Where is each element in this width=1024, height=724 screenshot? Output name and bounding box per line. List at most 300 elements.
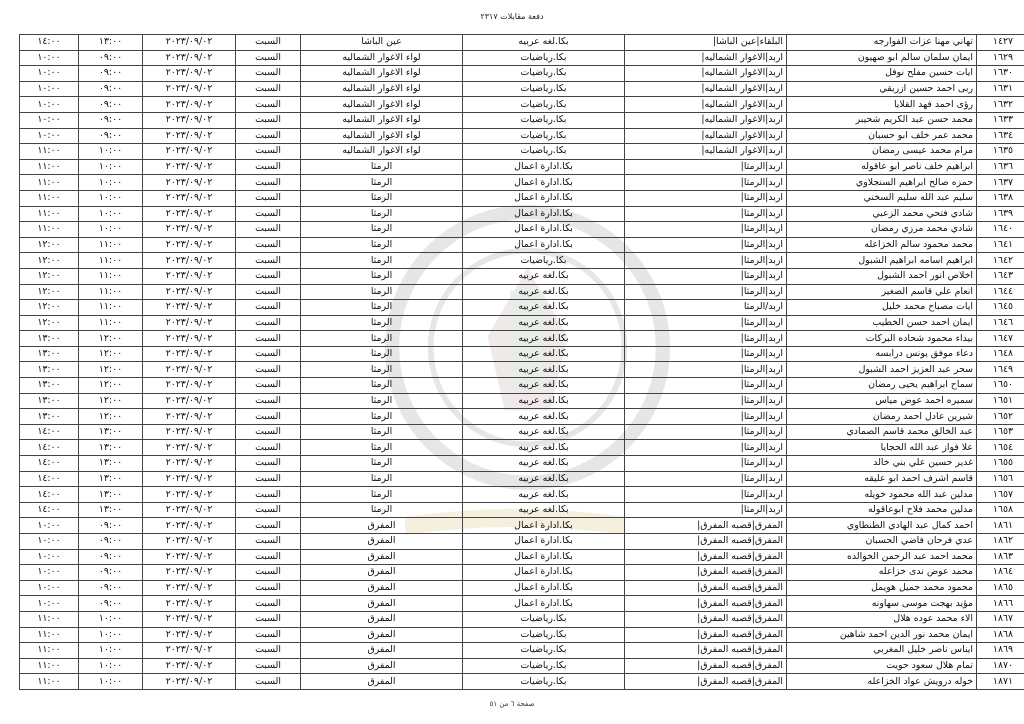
interview-venue-cell: لواء الاغوار الشماليه (301, 50, 463, 66)
interview-day-cell: السبت (236, 206, 301, 222)
major-cell: بكا.ادارة اعمال (463, 518, 625, 534)
interview-venue-cell: لواء الاغوار الشماليه (301, 112, 463, 128)
major-cell: بكا.لغه عربيه (463, 284, 625, 300)
residence-cell: اربد|الرمثا| (625, 268, 787, 284)
interview-day-cell: السبت (236, 50, 301, 66)
interview-date-cell: ٢٠٢٣/٠٩/٠٢ (143, 674, 236, 690)
interview-venue-cell: الرمثا (301, 300, 463, 316)
interview-day-cell: السبت (236, 534, 301, 550)
table-row (20, 393, 1024, 409)
candidate-name-cell: محمد محمود سالم الخزاعله (787, 237, 977, 253)
residence-cell: اربد|الرمثا| (625, 502, 787, 518)
row-number-cell: ١٦٣٤ (977, 128, 1024, 144)
residence-cell: اربد|الرمثا| (625, 206, 787, 222)
time-from-cell: ١٠:٠٠ (79, 190, 143, 206)
interview-date-cell: ٢٠٢٣/٠٩/٠٢ (143, 253, 236, 269)
interview-date-cell: ٢٠٢٣/٠٩/٠٢ (143, 144, 236, 160)
major-cell: بكا.رياضيات (463, 144, 625, 160)
interview-date-cell: ٢٠٢٣/٠٩/٠٢ (143, 549, 236, 565)
time-from-cell: ١٢:٠٠ (79, 331, 143, 347)
interview-day-cell: السبت (236, 674, 301, 690)
table-row (20, 268, 1024, 284)
interview-venue-cell: الرمثا (301, 222, 463, 238)
time-to-cell: ١٣:٠٠ (20, 409, 79, 425)
interview-day-cell: السبت (236, 424, 301, 440)
time-from-cell: ٠٩:٠٠ (79, 128, 143, 144)
major-cell: بكا.لغه عربيه (463, 409, 625, 425)
time-from-cell: ١٢:٠٠ (79, 362, 143, 378)
interview-venue-cell: الرمثا (301, 487, 463, 503)
interview-venue-cell: الرمثا (301, 409, 463, 425)
time-to-cell: ١١:٠٠ (20, 159, 79, 175)
candidate-name-cell: اخلاص انور احمد الشبول (787, 268, 977, 284)
candidate-name-cell: الاء محمد عوده هلال (787, 611, 977, 627)
interview-day-cell: السبت (236, 159, 301, 175)
interview-date-cell: ٢٠٢٣/٠٩/٠٢ (143, 627, 236, 643)
row-number-cell: ١٦٣٨ (977, 190, 1024, 206)
interview-date-cell: ٢٠٢٣/٠٩/٠٢ (143, 112, 236, 128)
time-from-cell: ١٠:٠٠ (79, 222, 143, 238)
major-cell: بكا.لغه عربيه (463, 456, 625, 472)
residence-cell: اربد|الرمثا| (625, 393, 787, 409)
time-to-cell: ١٠:٠٠ (20, 518, 79, 534)
residence-cell: اربد|الاغوار الشماليه| (625, 81, 787, 97)
candidate-name-cell: عدي فرحان فاضي الحسبان (787, 534, 977, 550)
time-to-cell: ١٠:٠٠ (20, 534, 79, 550)
row-number-cell: ١٨٦٣ (977, 549, 1024, 565)
table-row (20, 206, 1024, 222)
candidate-name-cell: احمد كمال عبد الهادي الطنطاوي (787, 518, 977, 534)
table-row (20, 284, 1024, 300)
residence-cell: اربد|الاغوار الشماليه| (625, 97, 787, 113)
row-number-cell: ١٦٣٣ (977, 112, 1024, 128)
interview-date-cell: ٢٠٢٣/٠٩/٠٢ (143, 237, 236, 253)
time-to-cell: ١٠:٠٠ (20, 81, 79, 97)
residence-cell: اربد|الرمثا| (625, 440, 787, 456)
interview-venue-cell: المفرق (301, 518, 463, 534)
time-to-cell: ١٤:٠٠ (20, 456, 79, 472)
interview-day-cell: السبت (236, 440, 301, 456)
page-title: دفعة مقابلات ٢٣١٧ (480, 12, 544, 21)
row-number-cell: ١٦٣٥ (977, 144, 1024, 160)
row-number-cell: ١٦٤٩ (977, 362, 1024, 378)
table-row (20, 35, 1024, 51)
time-to-cell: ١٠:٠٠ (20, 128, 79, 144)
table-row (20, 596, 1024, 612)
interview-day-cell: السبت (236, 362, 301, 378)
time-to-cell: ١١:٠٠ (20, 658, 79, 674)
table-row (20, 144, 1024, 160)
time-from-cell: ١٠:٠٠ (79, 144, 143, 160)
row-number-cell: ١٦٤٣ (977, 268, 1024, 284)
row-number-cell: ١٨٦٦ (977, 596, 1024, 612)
time-from-cell: ١١:٠٠ (79, 237, 143, 253)
interview-day-cell: السبت (236, 471, 301, 487)
candidate-name-cell: ايمان احمد حسن الخطيب (787, 315, 977, 331)
residence-cell: اربد|الرمثا| (625, 331, 787, 347)
interview-day-cell: السبت (236, 175, 301, 191)
interview-venue-cell: الرمثا (301, 331, 463, 347)
row-number-cell: ١٦٣٢ (977, 97, 1024, 113)
interview-venue-cell: المفرق (301, 565, 463, 581)
major-cell: بكا.ادارة اعمال (463, 565, 625, 581)
major-cell: بكا.لغه عربيه (463, 502, 625, 518)
candidate-name-cell: سحر عبد العزيز احمد الشبول (787, 362, 977, 378)
interview-date-cell: ٢٠٢٣/٠٩/٠٢ (143, 128, 236, 144)
time-to-cell: ١١:٠٠ (20, 627, 79, 643)
major-cell: بكا.لغه عربيه (463, 346, 625, 362)
candidate-name-cell: غدير حسين علي بني خالد (787, 456, 977, 472)
time-from-cell: ١٠:٠٠ (79, 627, 143, 643)
candidate-name-cell: ابراهيم خلف ناصر ابو عاقوله (787, 159, 977, 175)
interview-venue-cell: المفرق (301, 643, 463, 659)
residence-cell: اربد|الرمثا| (625, 222, 787, 238)
candidate-name-cell: قاسم اشرف احمد ابو عليقه (787, 471, 977, 487)
interview-date-cell: ٢٠٢٣/٠٩/٠٢ (143, 643, 236, 659)
interview-date-cell: ٢٠٢٣/٠٩/٠٢ (143, 487, 236, 503)
interview-day-cell: السبت (236, 331, 301, 347)
residence-cell: المفرق|قصبه المفرق| (625, 549, 787, 565)
interview-venue-cell: لواء الاغوار الشماليه (301, 97, 463, 113)
interview-venue-cell: الرمثا (301, 237, 463, 253)
table-row (20, 300, 1024, 316)
residence-cell: اربد|الرمثا| (625, 409, 787, 425)
candidate-name-cell: ايمان محمد نور الدين احمد شاهين (787, 627, 977, 643)
interview-venue-cell: الرمثا (301, 284, 463, 300)
residence-cell: المفرق|قصبه المفرق| (625, 658, 787, 674)
time-to-cell: ١١:٠٠ (20, 611, 79, 627)
interview-date-cell: ٢٠٢٣/٠٩/٠٢ (143, 362, 236, 378)
time-to-cell: ١٣:٠٠ (20, 362, 79, 378)
major-cell: بكا.ادارة اعمال (463, 222, 625, 238)
table-row (20, 502, 1024, 518)
candidate-name-cell: تهاني مهنا عزات الفوارجه (787, 35, 977, 51)
major-cell: بكا.لغه عربيه (463, 471, 625, 487)
interview-day-cell: السبت (236, 35, 301, 51)
interview-venue-cell: الرمثا (301, 471, 463, 487)
time-from-cell: ١١:٠٠ (79, 253, 143, 269)
major-cell: بكا.رياضيات (463, 112, 625, 128)
time-from-cell: ١١:٠٠ (79, 300, 143, 316)
interview-date-cell: ٢٠٢٣/٠٩/٠٢ (143, 97, 236, 113)
major-cell: بكا.لغه عربيه (463, 378, 625, 394)
time-from-cell: ١١:٠٠ (79, 284, 143, 300)
candidate-name-cell: ايناس ناصر خليل المغربي (787, 643, 977, 659)
row-number-cell: ١٦٤٧ (977, 331, 1024, 347)
time-from-cell: ٠٩:٠٠ (79, 66, 143, 82)
interview-venue-cell: لواء الاغوار الشماليه (301, 81, 463, 97)
interview-venue-cell: الرمثا (301, 456, 463, 472)
interview-venue-cell: الرمثا (301, 378, 463, 394)
candidate-name-cell: ايمان سلمان سالم ابو صهيون (787, 50, 977, 66)
interview-date-cell: ٢٠٢٣/٠٩/٠٢ (143, 611, 236, 627)
interview-venue-cell: لواء الاغوار الشماليه (301, 128, 463, 144)
row-number-cell: ١٦٤٢ (977, 253, 1024, 269)
interview-venue-cell: الرمثا (301, 315, 463, 331)
time-to-cell: ١٤:٠٠ (20, 424, 79, 440)
row-number-cell: ١٦٥٧ (977, 487, 1024, 503)
row-number-cell: ١٨٦٩ (977, 643, 1024, 659)
time-from-cell: ١١:٠٠ (79, 268, 143, 284)
major-cell: بكا.رياضيات (463, 253, 625, 269)
interview-venue-cell: الرمثا (301, 424, 463, 440)
table-row (20, 378, 1024, 394)
time-from-cell: ١٣:٠٠ (79, 440, 143, 456)
row-number-cell: ١٦٢٩ (977, 50, 1024, 66)
interview-day-cell: السبت (236, 97, 301, 113)
candidate-name-cell: محمد عمر خلف ابو حسبان (787, 128, 977, 144)
interview-day-cell: السبت (236, 190, 301, 206)
interview-date-cell: ٢٠٢٣/٠٩/٠٢ (143, 268, 236, 284)
candidate-name-cell: رؤى احمد فهد القلايا (787, 97, 977, 113)
interview-date-cell: ٢٠٢٣/٠٩/٠٢ (143, 206, 236, 222)
residence-cell: اربد|الرمثا| (625, 456, 787, 472)
page-number: صفحة ٦ من ٥١ (489, 700, 535, 708)
time-from-cell: ١٣:٠٠ (79, 502, 143, 518)
residence-cell: اربد|الرمثا| (625, 190, 787, 206)
row-number-cell: ١٤٢٧ (977, 35, 1024, 51)
residence-cell: البلقاء|عين الباشا| (625, 35, 787, 51)
table-row (20, 362, 1024, 378)
major-cell: بكا.لغه عربيه (463, 424, 625, 440)
candidate-name-cell: سليم عبد الله سليم السخني (787, 190, 977, 206)
interview-day-cell: السبت (236, 315, 301, 331)
major-cell: بكا.لغه عربيه (463, 300, 625, 316)
interview-venue-cell: الرمثا (301, 175, 463, 191)
table-row (20, 331, 1024, 347)
residence-cell: اربد|الرمثا| (625, 237, 787, 253)
interview-date-cell: ٢٠٢٣/٠٩/٠٢ (143, 222, 236, 238)
interview-day-cell: السبت (236, 627, 301, 643)
candidate-name-cell: حمزه صالح ابراهيم السنجلاوي (787, 175, 977, 191)
time-to-cell: ١٣:٠٠ (20, 393, 79, 409)
time-to-cell: ١٠:٠٠ (20, 549, 79, 565)
table-row (20, 81, 1024, 97)
interview-date-cell: ٢٠٢٣/٠٩/٠٢ (143, 565, 236, 581)
interview-day-cell: السبت (236, 300, 301, 316)
table-row (20, 424, 1024, 440)
interview-day-cell: السبت (236, 222, 301, 238)
interview-day-cell: السبت (236, 284, 301, 300)
interview-day-cell: السبت (236, 549, 301, 565)
residence-cell: اربد|الرمثا| (625, 471, 787, 487)
time-to-cell: ١٠:٠٠ (20, 565, 79, 581)
row-number-cell: ١٦٥٢ (977, 409, 1024, 425)
interview-venue-cell: لواء الاغوار الشماليه (301, 66, 463, 82)
interview-venue-cell: المفرق (301, 596, 463, 612)
time-to-cell: ١٢:٠٠ (20, 253, 79, 269)
major-cell: بكا.رياضيات (463, 674, 625, 690)
row-number-cell: ١٦٣١ (977, 81, 1024, 97)
table-row (20, 440, 1024, 456)
table-row (20, 487, 1024, 503)
row-number-cell: ١٨٦٢ (977, 534, 1024, 550)
major-cell: بكا.لغه عربيه (463, 487, 625, 503)
time-to-cell: ١١:٠٠ (20, 222, 79, 238)
time-to-cell: ١١:٠٠ (20, 175, 79, 191)
interview-date-cell: ٢٠٢٣/٠٩/٠٢ (143, 159, 236, 175)
interview-day-cell: السبت (236, 580, 301, 596)
time-from-cell: ٠٩:٠٠ (79, 112, 143, 128)
major-cell: بكا.ادارة اعمال (463, 580, 625, 596)
row-number-cell: ١٨٧٠ (977, 658, 1024, 674)
interview-day-cell: السبت (236, 518, 301, 534)
major-cell: بكا.ادارة اعمال (463, 549, 625, 565)
interview-date-cell: ٢٠٢٣/٠٩/٠٢ (143, 346, 236, 362)
time-to-cell: ١١:٠٠ (20, 643, 79, 659)
major-cell: بكا.رياضيات (463, 611, 625, 627)
interview-date-cell: ٢٠٢٣/٠٩/٠٢ (143, 190, 236, 206)
residence-cell: المفرق|قصبه المفرق| (625, 518, 787, 534)
time-to-cell: ١٢:٠٠ (20, 284, 79, 300)
time-to-cell: ١٤:٠٠ (20, 471, 79, 487)
time-to-cell: ١٤:٠٠ (20, 440, 79, 456)
interview-date-cell: ٢٠٢٣/٠٩/٠٢ (143, 50, 236, 66)
interview-day-cell: السبت (236, 112, 301, 128)
interview-date-cell: ٢٠٢٣/٠٩/٠٢ (143, 284, 236, 300)
major-cell: بكا.لغه عربيه (463, 35, 625, 51)
interview-day-cell: السبت (236, 144, 301, 160)
interview-date-cell: ٢٠٢٣/٠٩/٠٢ (143, 315, 236, 331)
residence-cell: اربد|الاغوار الشماليه| (625, 66, 787, 82)
table-row (20, 658, 1024, 674)
interview-day-cell: السبت (236, 378, 301, 394)
candidate-name-cell: محمد حسن عبد الكريم شحيبر (787, 112, 977, 128)
time-from-cell: ١٣:٠٠ (79, 424, 143, 440)
time-from-cell: ١٢:٠٠ (79, 409, 143, 425)
candidate-name-cell: دعاء موفق يونس درابسه (787, 346, 977, 362)
interview-schedule-table (19, 34, 1024, 690)
interview-venue-cell: الرمثا (301, 253, 463, 269)
candidate-name-cell: محمود محمد جميل هويمل (787, 580, 977, 596)
residence-cell: اربد|الرمثا| (625, 253, 787, 269)
interview-date-cell: ٢٠٢٣/٠٩/٠٢ (143, 456, 236, 472)
time-from-cell: ١٠:٠٠ (79, 206, 143, 222)
time-from-cell: ٠٩:٠٠ (79, 565, 143, 581)
interview-day-cell: السبت (236, 409, 301, 425)
interview-date-cell: ٢٠٢٣/٠٩/٠٢ (143, 35, 236, 51)
time-from-cell: ١٠:٠٠ (79, 159, 143, 175)
row-number-cell: ١٦٣٠ (977, 66, 1024, 82)
time-to-cell: ١٤:٠٠ (20, 35, 79, 51)
interview-venue-cell: الرمثا (301, 159, 463, 175)
interview-date-cell: ٢٠٢٣/٠٩/٠٢ (143, 424, 236, 440)
interview-venue-cell: الرمثا (301, 440, 463, 456)
candidate-name-cell: ابراهيم اسامه ابراهيم الشبول (787, 253, 977, 269)
time-to-cell: ١١:٠٠ (20, 144, 79, 160)
table-row (20, 97, 1024, 113)
major-cell: بكا.لغه عربيه (463, 362, 625, 378)
residence-cell: اربد|الاغوار الشماليه| (625, 128, 787, 144)
time-from-cell: ٠٩:٠٠ (79, 81, 143, 97)
interview-day-cell: السبت (236, 456, 301, 472)
interview-date-cell: ٢٠٢٣/٠٩/٠٢ (143, 440, 236, 456)
major-cell: بكا.لغه عربيه (463, 331, 625, 347)
time-to-cell: ١٠:٠٠ (20, 112, 79, 128)
table-row (20, 611, 1024, 627)
residence-cell: المفرق|قصبه المفرق| (625, 611, 787, 627)
row-number-cell: ١٨٦٨ (977, 627, 1024, 643)
interview-day-cell: السبت (236, 237, 301, 253)
row-number-cell: ١٦٥٨ (977, 502, 1024, 518)
interview-venue-cell: الرمثا (301, 362, 463, 378)
interview-day-cell: السبت (236, 487, 301, 503)
major-cell: بكا.ادارة اعمال (463, 159, 625, 175)
residence-cell: المفرق|قصبه المفرق| (625, 534, 787, 550)
row-number-cell: ١٦٥٥ (977, 456, 1024, 472)
candidate-name-cell: انعام علي قاسم الصغير (787, 284, 977, 300)
candidate-name-cell: مؤيد بهجت موسى سهاونه (787, 596, 977, 612)
table-row (20, 112, 1024, 128)
interview-venue-cell: المفرق (301, 580, 463, 596)
candidate-name-cell: خوله درويش عواد الخزاعله (787, 674, 977, 690)
table-row (20, 66, 1024, 82)
residence-cell: المفرق|قصبه المفرق| (625, 643, 787, 659)
candidate-name-cell: مدلين عبد الله محمود خويله (787, 487, 977, 503)
candidate-name-cell: ايات مصباح محمد خليل (787, 300, 977, 316)
candidate-name-cell: محمد احمد عبد الرحمن الخوالده (787, 549, 977, 565)
major-cell: بكا.رياضيات (463, 66, 625, 82)
time-from-cell: ٠٩:٠٠ (79, 549, 143, 565)
major-cell: بكا.ادارة اعمال (463, 206, 625, 222)
residence-cell: المفرق|قصبه المفرق| (625, 580, 787, 596)
major-cell: بكا.لغه عربيه (463, 440, 625, 456)
row-number-cell: ١٨٦٧ (977, 611, 1024, 627)
residence-cell: اربد|الرمثا| (625, 346, 787, 362)
candidate-name-cell: شيرين عادل احمد رمضان (787, 409, 977, 425)
table-row (20, 175, 1024, 191)
row-number-cell: ١٦٤١ (977, 237, 1024, 253)
time-to-cell: ١٢:٠٠ (20, 300, 79, 316)
residence-cell: اربد|الاغوار الشماليه| (625, 112, 787, 128)
interview-venue-cell: الرمثا (301, 346, 463, 362)
table-row (20, 534, 1024, 550)
residence-cell: المفرق|قصبه المفرق| (625, 674, 787, 690)
time-to-cell: ١٤:٠٠ (20, 502, 79, 518)
interview-venue-cell: المفرق (301, 674, 463, 690)
interview-venue-cell: الرمثا (301, 393, 463, 409)
time-to-cell: ١١:٠٠ (20, 674, 79, 690)
candidate-name-cell: شادي فتحي محمد الزعبي (787, 206, 977, 222)
interview-venue-cell: المفرق (301, 534, 463, 550)
interview-day-cell: السبت (236, 611, 301, 627)
time-to-cell: ١٣:٠٠ (20, 378, 79, 394)
major-cell: بكا.لغه عربيه (463, 268, 625, 284)
interview-date-cell: ٢٠٢٣/٠٩/٠٢ (143, 580, 236, 596)
interview-date-cell: ٢٠٢٣/٠٩/٠٢ (143, 66, 236, 82)
major-cell: بكا.رياضيات (463, 643, 625, 659)
table-row (20, 471, 1024, 487)
major-cell: بكا.رياضيات (463, 128, 625, 144)
residence-cell: اربد/الرمثا (625, 300, 787, 316)
residence-cell: اربد|الرمثا| (625, 487, 787, 503)
time-to-cell: ١٠:٠٠ (20, 66, 79, 82)
table-row (20, 346, 1024, 362)
interview-date-cell: ٢٠٢٣/٠٩/٠٢ (143, 378, 236, 394)
major-cell: بكا.لغه عربيه (463, 315, 625, 331)
interview-venue-cell: الرمثا (301, 190, 463, 206)
interview-date-cell: ٢٠٢٣/٠٩/٠٢ (143, 300, 236, 316)
residence-cell: اربد|الرمثا| (625, 159, 787, 175)
table-row (20, 128, 1024, 144)
table-row (20, 409, 1024, 425)
major-cell: بكا.رياضيات (463, 81, 625, 97)
interview-venue-cell: المفرق (301, 611, 463, 627)
candidate-name-cell: شادي محمد مرزي رمضان (787, 222, 977, 238)
major-cell: بكا.رياضيات (463, 627, 625, 643)
interview-venue-cell: المفرق (301, 627, 463, 643)
row-number-cell: ١٦٤٤ (977, 284, 1024, 300)
